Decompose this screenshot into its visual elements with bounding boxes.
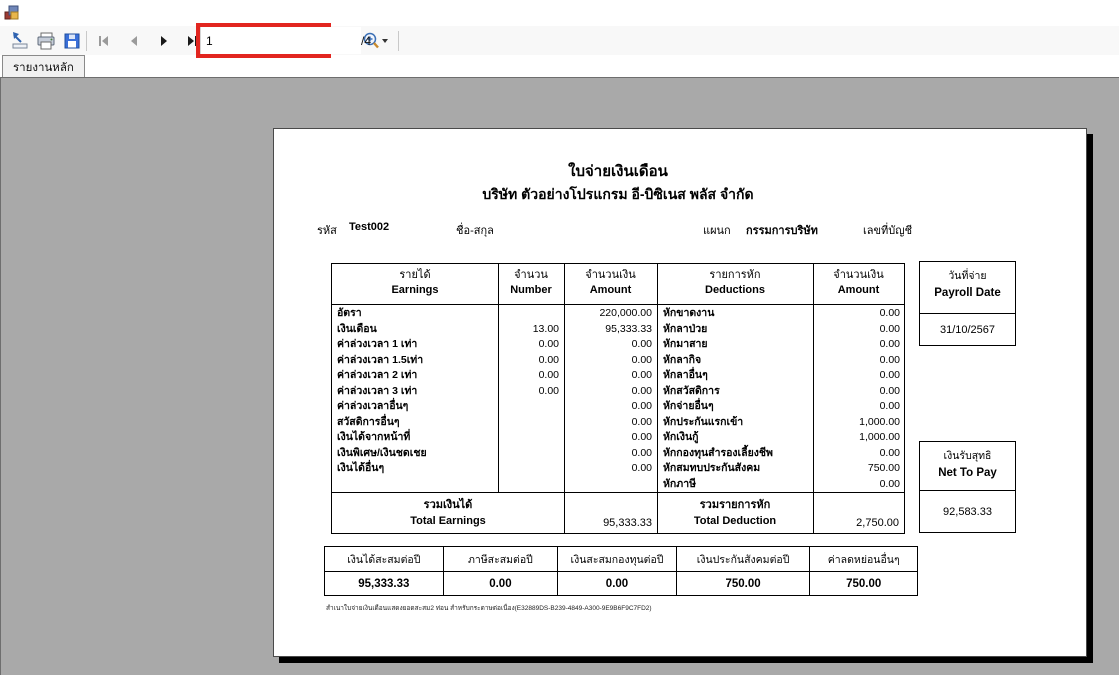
account-number-label: เลขที่บัญชี xyxy=(863,225,913,237)
table-cell xyxy=(498,446,564,462)
net-to-pay-value: 92,583.33 xyxy=(943,505,992,518)
table-cell: หักขาดงาน xyxy=(663,307,715,319)
table-cell xyxy=(498,477,564,493)
table-cell: 0.00 xyxy=(631,446,652,459)
first-page-icon xyxy=(94,31,114,51)
summary-header: เงินประกันสังคมต่อปี xyxy=(677,547,810,572)
table-cell: ค่าล่วงเวลา 3 เท่า xyxy=(337,384,418,397)
department-value: กรรมการบริษัท xyxy=(746,225,818,237)
report-page xyxy=(273,128,1087,657)
table-cell: 13.00 xyxy=(532,322,559,335)
table-cell: 0.00 xyxy=(879,369,900,381)
table-cell: 0.00 xyxy=(631,369,652,381)
total-earnings-amount: 95,333.33 xyxy=(603,517,652,529)
table-cell: 1,000.00 xyxy=(859,431,900,443)
previous-page-button[interactable] xyxy=(122,29,146,53)
table-cell xyxy=(498,306,564,322)
report-toolbar xyxy=(0,26,1119,55)
employee-code-label: รหัส xyxy=(317,225,337,237)
save-icon xyxy=(62,31,82,51)
table-cell: 0.00 xyxy=(879,307,900,319)
table-cell: เงินได้จากหน้าที่ xyxy=(337,431,411,443)
summary-column xyxy=(444,547,559,595)
summary-table xyxy=(324,546,918,596)
table-cell: 95,333.33 xyxy=(605,322,652,335)
table-cell xyxy=(498,415,564,431)
employee-name-label: ชื่อ-สกุล xyxy=(456,225,494,237)
table-cell: เงินเดือน xyxy=(337,322,377,335)
table-cell: หักจ่ายอื่นๆ xyxy=(663,400,714,412)
summary-header: เงินสะสมกองทุนต่อปี xyxy=(558,547,676,572)
table-row xyxy=(332,337,904,353)
payroll-date-value: 31/10/2567 xyxy=(939,323,996,336)
print-icon xyxy=(36,31,56,51)
table-cell: 0.00 xyxy=(631,338,652,350)
summary-value: 0.00 xyxy=(605,577,629,590)
table-cell: ค่าล่วงเวลา 2 เท่า xyxy=(337,369,418,381)
table-cell: ค่าล่วงเวลา 1.5เท่า xyxy=(337,353,424,366)
table-cell: ค่าล่วงเวลาอื่นๆ xyxy=(337,400,409,412)
table-row xyxy=(332,430,904,446)
summary-header: เงินได้สะสมต่อปี xyxy=(325,547,443,572)
table-cell: 750.00 xyxy=(867,462,900,474)
table-cell: หักภาษี xyxy=(663,477,697,490)
table-cell: 0.00 xyxy=(879,446,900,459)
table-cell: หักสวัสดิการ xyxy=(663,384,720,397)
tab-main-report[interactable]: รายงานหลัก xyxy=(2,55,85,77)
table-row xyxy=(332,368,904,384)
table-cell: 0.00 xyxy=(538,384,559,397)
earnings-deductions-table xyxy=(331,263,905,534)
report-footnote: สำเนาใบจ่ายเงินเดือนแสดงยอดสะสม2 ท่อน สำหรับกระดาษต่อเนื่อง(E32889DS-B239-4849-A300-9E9B6F9C7FD2) xyxy=(326,605,652,612)
header-amount: จำนวนเงิน Amount xyxy=(585,269,636,296)
table-row xyxy=(332,477,904,493)
export-icon xyxy=(10,31,30,51)
table-row xyxy=(332,322,904,338)
table-cell: หักเงินกู้ xyxy=(663,431,699,443)
page-number-highlight xyxy=(196,23,372,58)
print-button[interactable] xyxy=(34,29,58,53)
table-cell: 220,000.00 xyxy=(599,307,652,319)
total-earnings-label: รวมเงินได้ Total Earnings xyxy=(410,499,486,527)
table-cell xyxy=(564,477,657,493)
table-cell: 0.00 xyxy=(631,400,652,412)
net-to-pay-box xyxy=(919,441,1016,533)
app-window-icon xyxy=(4,5,20,21)
table-cell: หักลาป่วย xyxy=(663,322,708,335)
table-cell: ค่าล่วงเวลา 1 เท่า xyxy=(337,338,418,350)
summary-header: ค่าลดหย่อนอื่นๆ xyxy=(810,547,917,572)
table-cell: หักมาสาย xyxy=(663,338,708,350)
table-row xyxy=(332,384,904,400)
first-page-button[interactable] xyxy=(92,29,116,53)
table-cell: เงินพิเศษ/เงินชดเชย xyxy=(337,446,427,459)
company-name: บริษัท ตัวอย่างโปรแกรม อี-บิซิเนส พลัส จำกัด xyxy=(482,186,754,202)
summary-column xyxy=(558,547,677,595)
table-cell: 0.00 xyxy=(538,353,559,366)
summary-column xyxy=(677,547,811,595)
table-row xyxy=(332,446,904,462)
table-cell: 0.00 xyxy=(631,415,652,428)
summary-value: 750.00 xyxy=(725,577,761,590)
export-button[interactable] xyxy=(8,29,32,53)
table-cell: อัตรา xyxy=(337,307,362,319)
toolbar-separator xyxy=(398,31,399,51)
table-cell: 0.00 xyxy=(879,322,900,335)
table-cell: 1,000.00 xyxy=(859,415,900,428)
table-cell: หักลากิจ xyxy=(663,353,702,366)
page-number-input[interactable] xyxy=(200,27,361,54)
summary-value: 95,333.33 xyxy=(358,577,410,590)
table-cell: 0.00 xyxy=(879,384,900,397)
table-cell: หักประกันแรกเข้า xyxy=(663,415,744,428)
summary-column xyxy=(810,547,917,595)
employee-code: Test002 xyxy=(349,221,390,233)
table-cell xyxy=(332,477,498,493)
table-cell: 0.00 xyxy=(879,353,900,366)
next-page-button[interactable] xyxy=(152,29,176,53)
table-cell: 0.00 xyxy=(631,384,652,397)
main-table-body xyxy=(332,305,904,492)
table-cell: 0.00 xyxy=(879,400,900,412)
total-deduction-label: รวมรายการหัก Total Deduction xyxy=(693,499,777,527)
table-row xyxy=(332,306,904,322)
table-row xyxy=(332,415,904,431)
table-cell: หักกองทุนสำรองเลี้ยงชีพ xyxy=(663,446,773,459)
save-button[interactable] xyxy=(60,29,84,53)
table-cell xyxy=(498,430,564,446)
payroll-date-box xyxy=(919,261,1016,346)
net-to-pay-title: เงินรับสุทธิ Net To Pay xyxy=(920,442,1015,491)
payroll-date-title: วันที่จ่าย Payroll Date xyxy=(920,262,1015,314)
table-cell: 0.00 xyxy=(631,462,652,474)
table-cell: 0.00 xyxy=(538,369,559,381)
table-cell: 0.00 xyxy=(631,431,652,443)
report-title: ใบจ่ายเงินเดือน xyxy=(568,163,668,180)
table-cell: 0.00 xyxy=(879,338,900,350)
summary-value: 750.00 xyxy=(846,577,882,590)
previous-page-icon xyxy=(124,31,144,51)
summary-column xyxy=(325,547,444,595)
table-row xyxy=(332,461,904,477)
toolbar-separator xyxy=(86,31,87,51)
summary-value: 0.00 xyxy=(489,577,512,590)
table-cell: 0.00 xyxy=(879,477,900,490)
page-total-label: /4 xyxy=(361,33,372,48)
header-amount-2: จำนวนเงิน Amount xyxy=(833,269,884,296)
total-deduction-amount: 2,750.00 xyxy=(856,517,899,529)
header-earnings: รายได้ Earnings xyxy=(391,269,439,296)
table-cell: เงินได้อื่นๆ xyxy=(337,462,385,474)
table-cell: 0.00 xyxy=(538,338,559,350)
table-cell: หักลาอื่นๆ xyxy=(663,369,708,381)
table-cell: สวัสดิการอื่นๆ xyxy=(337,415,400,428)
table-cell xyxy=(498,399,564,415)
next-page-icon xyxy=(154,31,174,51)
header-number: จำนวน Number xyxy=(510,269,552,296)
table-cell: 0.00 xyxy=(631,353,652,366)
table-cell xyxy=(498,461,564,477)
header-deductions: รายการหัก Deductions xyxy=(705,269,765,296)
table-row xyxy=(332,399,904,415)
department-label: แผนก xyxy=(703,225,731,237)
table-cell: หักสมทบประกันสังคม xyxy=(663,462,761,474)
summary-header: ภาษีสะสมต่อปี xyxy=(444,547,558,572)
table-row xyxy=(332,353,904,369)
